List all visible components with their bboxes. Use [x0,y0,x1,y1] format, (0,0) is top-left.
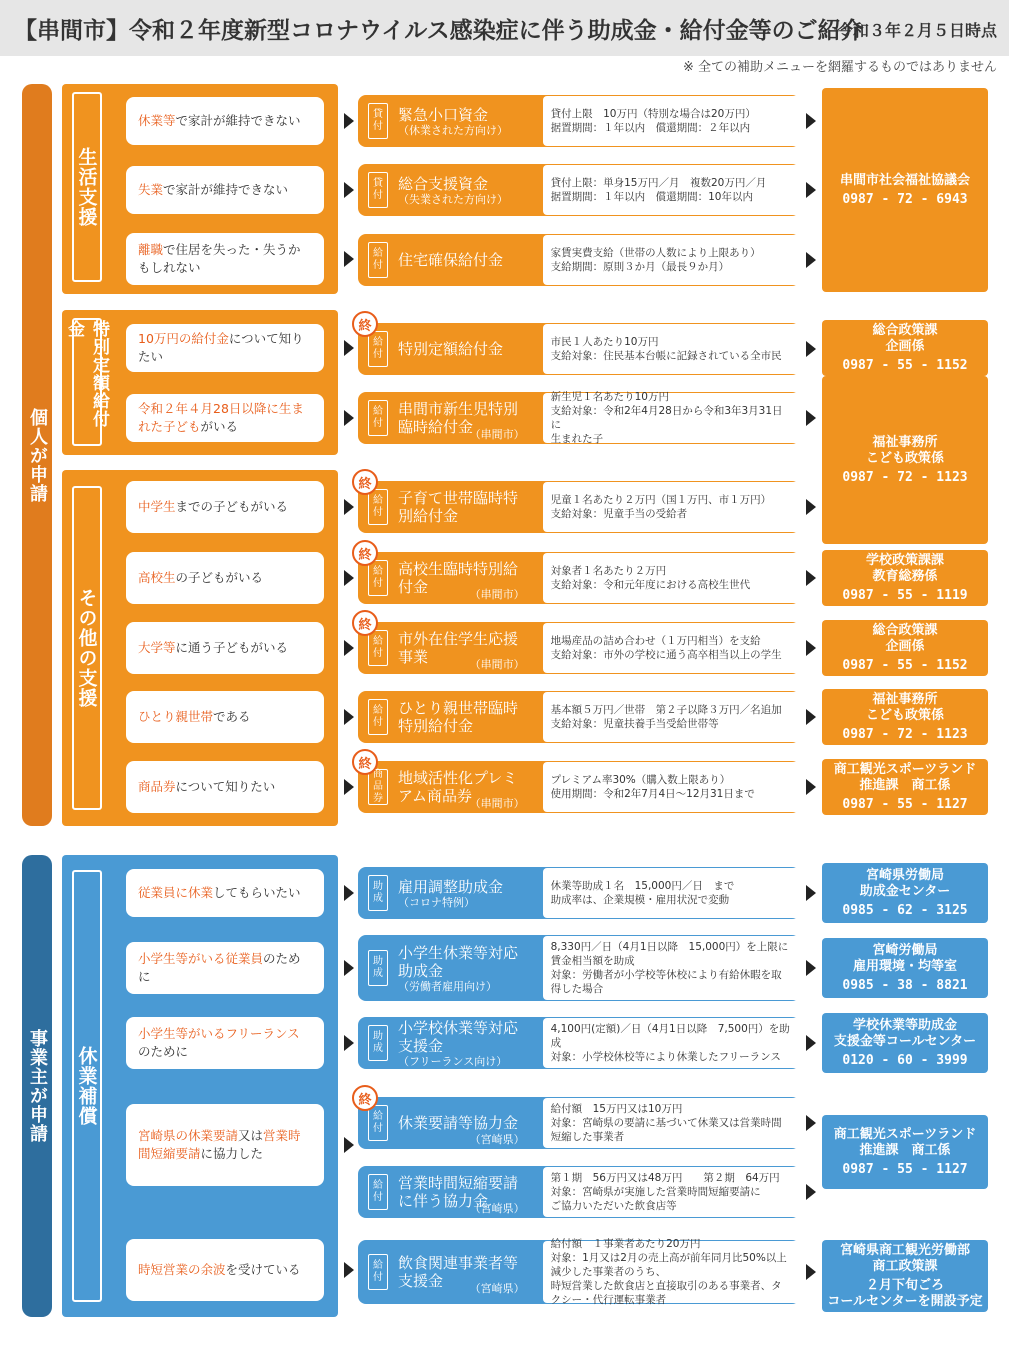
need-card[interactable] [126,942,324,994]
program-box[interactable] [358,95,800,147]
program-box[interactable] [358,234,800,286]
program-box[interactable] [358,323,800,375]
contact-section: 推進課 商工係 [859,1142,951,1158]
program-detail-line: ご協力いただいた飲食店等 [550,1200,677,1212]
flow-arrow [806,182,816,198]
program-type-tag: 給付 [368,489,388,525]
program-name [398,1019,521,1067]
as-of-date: 令和３年２月５日時点 [836,21,997,40]
need-rest: までの子どもがいる [175,499,289,514]
program-details [543,1238,800,1306]
contact-section: こども政策係 [865,450,944,466]
program-name [398,483,521,531]
program-detail-line: プレミアム率30%（購入数上限あり） [550,774,731,786]
contact-box[interactable] [822,689,988,745]
program-detail-line: 支給対象：住民基本台帳に記録されている全市民 [550,350,782,362]
program-details [543,762,800,812]
program-type-tag: 貸付 [368,103,388,139]
need-card[interactable] [126,1239,324,1301]
need-rest: に協力した [200,1146,264,1161]
program-provider: （串間市） [469,797,525,810]
program-name [398,97,521,145]
contact-office: 宮崎県商工観光労働部 [839,1242,970,1258]
flow-arrow [806,1035,816,1051]
need-text [138,884,301,902]
contact-phone: 0987 - 55 - 1127 [842,1161,968,1177]
program-provider: （宮崎県） [469,1282,525,1295]
contact-office: 宮崎県労働局 [865,867,944,883]
program-name [398,1168,525,1216]
flow-arrow [806,252,816,268]
program-type-tag: 給付 [368,242,388,278]
flow-arrow [344,709,354,725]
disclaimer-note: ※ 全ての補助メニューを網羅するものではありません [682,60,997,75]
program-box[interactable] [358,1097,800,1149]
flow-arrow [344,779,354,795]
need-keyword: ひとり親世帯 [138,709,214,724]
contact-phone: ２月下旬ごろ [865,1277,944,1293]
flow-arrow [344,182,354,198]
flow-arrow [344,1262,354,1278]
program-detail-line: 給付額 15万円又は10万円 [550,1103,683,1115]
need-keyword: 小学生等がいる従業員 [138,951,264,966]
program-box[interactable] [358,622,800,674]
program-subtitle: （労働者雇用向け） [398,979,497,993]
contact-office: 総合政策課 [872,622,938,638]
program-name [398,554,525,602]
need-keyword: 小学生等がいるフリーランス [138,1026,300,1041]
program-detail-line: 市民１人あたり10万円 [550,336,659,348]
need-card[interactable] [126,394,324,442]
contact-phone: 0987 - 55 - 1152 [842,357,968,373]
program-details [543,623,800,673]
program-name [398,763,525,811]
program-title: 総合支援資金 [398,174,489,193]
program-title: 営業時間短縮要請に伴う協力金 [398,1174,519,1210]
program-title: 市外在住学生応援事業 [398,630,519,666]
contact-box[interactable] [822,320,988,376]
program-details [543,692,800,742]
program-details [543,1098,800,1148]
need-keyword: 休業等 [138,113,176,128]
ended-badge: 終 [352,540,378,566]
need-text [138,498,288,516]
program-detail-line: 8,330円／日（4月1日以降 15,000円）を上限に [550,941,789,953]
contact-box[interactable] [822,1115,988,1189]
need-card[interactable] [126,233,324,285]
program-details [543,235,800,285]
contact-phone: 0985 - 62 - 3125 [842,902,968,918]
program-details [543,482,800,532]
contact-box[interactable] [822,1240,988,1312]
contact-phone: 0987 - 72 - 1123 [842,726,968,742]
program-name [398,236,521,284]
program-type-tag: 給付 [368,1174,388,1210]
program-detail-line: 対象：労働者が小学校等休校により有給休暇を取得した場合 [550,969,782,995]
program-type-tag: 助成 [368,950,388,986]
program-title: 緊急小口資金 [398,105,489,124]
program-type-tag: 給付 [368,400,388,436]
contact-office: 福祉事務所 [872,434,938,450]
need-keyword: 10万円の給付金 [138,331,229,346]
program-box[interactable] [358,164,800,216]
program-type-tag: 給付 [368,1254,388,1290]
need-card[interactable] [126,97,324,145]
program-detail-line: 貸付上限：単身15万円／月 複数20万円／月 [550,177,767,189]
flow-arrow [344,410,354,426]
flow-arrow [806,499,816,515]
need-card[interactable] [126,481,324,533]
program-name [398,166,521,214]
contact-section: 教育総務係 [872,568,938,584]
program-details [543,393,800,443]
section-label-s2: 特別定額給付金 [72,318,102,446]
contact-box[interactable] [822,620,988,676]
flow-arrow [344,960,354,976]
program-detail-line: 新生児１名あたり10万円 [550,391,669,403]
need-card[interactable] [126,166,324,214]
contact-section: 企画係 [885,638,925,654]
program-details [543,1018,800,1068]
program-type-tag: 給付 [368,560,388,596]
need-rest: してもらいたい [213,885,301,900]
contact-section: 推進課 商工係 [859,777,951,793]
flow-arrow [344,640,354,656]
flow-arrow [806,410,816,426]
program-box[interactable] [358,691,800,743]
need-rest: で住居を失った・失うかもしれない [138,242,301,275]
contact-office: 串間市社会福祉協議会 [839,172,970,188]
flow-arrow [806,709,816,725]
flow-arrow [806,1264,816,1280]
need-text [138,639,288,657]
program-provider: （串間市） [469,658,525,671]
ended-badge: 終 [352,1085,378,1111]
program-detail-line: 支給対象：児童扶養手当受給世帯等 [550,718,719,730]
program-detail-line: 生まれた子 [550,433,604,445]
need-text [138,112,301,130]
flow-arrow [344,340,354,356]
contact-box[interactable] [822,376,988,544]
contact-office: 福祉事務所 [872,691,938,707]
contact-box[interactable] [822,550,988,606]
program-detail-line: 対象者１名あたり２万円 [550,565,667,577]
need-text [138,1025,312,1061]
program-detail-line: 給付額 １事業者あたり20万円 [550,1238,701,1250]
program-details [543,936,800,1000]
contact-phone: 0987 - 55 - 1127 [842,796,968,812]
program-provider: （宮崎県） [469,1133,525,1146]
program-details [543,165,800,215]
contact-office: 商工観光スポーツランド [833,1126,977,1142]
ended-badge: 終 [352,311,378,337]
contact-section: 雇用環境・均等室 [852,958,957,974]
need-rest: のために [138,1044,189,1059]
program-name [398,325,521,373]
flow-arrow [344,570,354,586]
program-title: ひとり親世帯臨時特別給付金 [398,699,519,735]
program-detail-line: 賃金相当額を助成 [550,955,635,967]
program-title: 地域活性化プレミアム商品券 [398,769,518,805]
program-type-tag: 助成 [368,1025,388,1061]
page-title: 【串間市】令和２年度新型コロナウイルス感染症に伴う助成金・給付金等のご紹介 [14,18,864,44]
section-label-s1: 生活支援 [72,92,102,282]
program-detail-line: 地場産品の詰め合わせ（１万円相当）を支給 [550,635,761,647]
program-box[interactable] [358,761,800,813]
flow-arrow [344,251,354,267]
need-card[interactable] [126,552,324,604]
need-rest: を受けている [225,1262,301,1277]
ended-badge: 終 [352,749,378,775]
program-detail-line: 助成率は、企業規模・雇用状況で変動 [550,894,730,906]
need-rest: について知りたい [138,331,304,364]
need-rest: で家計が維持できない [175,113,301,128]
program-type-tag: 貸付 [368,172,388,208]
flow-arrow [806,885,816,901]
ended-badge: 終 [352,469,378,495]
program-subtitle: （フリーランス向け） [398,1054,508,1068]
flow-arrow [806,640,816,656]
contact-section: 助成金センター [859,883,951,899]
need-keyword: 宮崎県の休業要請 [138,1128,239,1143]
program-box[interactable] [358,552,800,604]
need-keyword: 大学等 [138,640,176,655]
program-details [543,324,800,374]
program-box[interactable] [358,1017,800,1069]
program-detail-line: 据置期間：１年以内 償還期間：10年以内 [550,191,753,203]
program-details [543,1167,800,1217]
program-type-tag: 給付 [368,1105,388,1141]
program-detail-line: 児童１名あたり２万円（国１万円、市１万円） [550,494,772,506]
contact-phone: 0987 - 72 - 6943 [842,191,968,207]
contact-section: こども政策係 [865,707,944,723]
flow-arrow [344,1137,354,1153]
need-keyword: 中学生 [138,499,176,514]
need-keyword: 時短営業の余波 [138,1262,226,1277]
group-business: 事業主が申請 [22,855,52,1317]
need-keyword: 高校生 [138,570,176,585]
program-detail-line: 貸付上限 10万円（特別な場合は20万円） [550,108,756,120]
group-individual: 個人が申請 [22,84,52,826]
need-card[interactable] [126,1104,324,1186]
program-subtitle: （コロナ特例） [398,895,475,909]
need-text [138,708,251,726]
program-detail-line: 対象：1月又は2月の売上高が前年同月比50%以上減少した事業者のうち、 [550,1252,787,1278]
program-title: 飲食関連事業者等支援金 [398,1254,519,1290]
contact-box[interactable] [822,938,988,998]
contact-box[interactable] [822,88,988,292]
flow-arrow [806,960,816,976]
program-type-tag: 商品券 [368,769,388,805]
need-keyword: 従業員に休業 [138,885,214,900]
program-name [398,1099,525,1147]
program-subtitle: （休業された方向け） [398,123,508,137]
program-name [398,693,521,741]
need-text [138,569,263,587]
section-label-s4: 休業補償 [72,870,102,1302]
program-name [398,869,521,917]
program-detail-line: 支給対象：市外の学校に通う高卒相当以上の学生 [550,649,782,661]
flow-arrow [344,885,354,901]
need-text [138,950,312,986]
need-text [138,778,275,796]
need-card[interactable] [126,869,324,917]
program-title: 特別定額給付金 [398,340,504,358]
contact-section: 支援金等コールセンター [833,1033,977,1049]
program-detail-line: 対象：小学校休校等により休業したフリーランス [550,1051,781,1063]
contact-box[interactable] [822,1013,988,1073]
program-detail-line: 時短営業した飲食店と直接取引のある事業者、タクシー・代行運転事業者 [550,1280,782,1306]
need-keyword: 離職 [138,242,164,257]
need-keyword: 失業 [138,182,164,197]
contact-note: コールセンターを開設予定 [827,1293,983,1309]
need-rest: の子どもがいる [175,570,264,585]
program-title: 休業要請等協力金 [398,1114,519,1132]
program-box[interactable] [358,1240,800,1304]
program-name [398,944,521,992]
program-box[interactable] [358,867,800,919]
need-rest: がいる [200,419,239,434]
program-detail-line: 家賃実費支給（世帯の人数により上限あり） [550,247,761,259]
program-title: 住宅確保給付金 [398,251,504,269]
flow-arrow [344,499,354,515]
program-detail-line: 支給対象：令和2年4月28日から令和3年3月31日に [550,405,783,431]
need-keyword: 営業時間短縮要請 [138,1128,301,1161]
flow-arrow [344,113,354,129]
program-detail-line: 据置期間：１年以内 償還期間：２年以内 [550,122,751,134]
contact-phone: 0987 - 55 - 1152 [842,657,968,673]
need-text [138,1261,301,1279]
program-name [398,1248,525,1296]
program-details [543,553,800,603]
program-detail-line: 使用期間：令和2年7月4日～12月31日まで [550,788,755,800]
program-type-tag: 助成 [368,875,388,911]
need-text [138,400,312,436]
flow-arrow [806,113,816,129]
program-subtitle: （失業された方向け） [398,192,508,206]
need-rest: のために [138,951,301,984]
contact-box[interactable] [822,863,988,923]
program-name [398,624,525,672]
program-box[interactable] [358,392,800,444]
flow-arrow [806,1115,816,1131]
flow-arrow [806,1184,816,1200]
flow-arrow [806,570,816,586]
program-detail-line: 第１期 56万円又は48万円 第２期 64万円 [550,1172,780,1184]
need-card[interactable] [126,1017,324,1069]
contact-section: 企画係 [885,338,925,354]
need-text [138,241,312,277]
flow-arrow [344,1035,354,1051]
ended-badge: 終 [352,610,378,636]
contact-office: 学校休業等助成金 [852,1017,957,1033]
need-card[interactable] [126,691,324,743]
program-title: 串間市新生児特別臨時給付金 [398,400,519,436]
need-rest: に通う子どもがいる [175,640,289,655]
need-rest: 又は [238,1128,264,1143]
program-title: 小学生休業等対応助成金 [398,943,519,980]
program-title: 高校生臨時特別給付金 [398,560,519,596]
program-detail-line: 基本額５万円／世帯 第２子以降３万円／名追加 [550,704,782,716]
program-provider: （串間市） [469,428,525,441]
need-rest: である [213,709,251,724]
program-detail-line: 支給期間：原則３か月（最長９か月） [550,261,730,273]
program-box[interactable] [358,481,800,533]
program-title: 小学校休業等対応支援金 [398,1018,519,1055]
program-detail-line: 支給対象：児童手当の受給者 [550,508,688,520]
need-text [138,330,312,366]
need-keyword: 令和２年４月28日以降に生まれた子ども [138,401,304,434]
contact-office: 学校政策課課 [865,552,944,568]
program-type-tag: 給付 [368,630,388,666]
contact-office: 総合政策課 [872,322,938,338]
need-keyword: 商品券 [138,779,176,794]
contact-phone: 0987 - 72 - 1123 [842,469,968,485]
flow-arrow [806,341,816,357]
contact-section: 商工政策課 [872,1258,938,1274]
program-box[interactable] [358,1166,800,1218]
program-type-tag: 給付 [368,699,388,735]
program-detail-line: 休業等助成１名 15,000円／日 まで [550,880,735,892]
program-detail-line: 支給対象：令和元年度における高校生世代 [550,579,751,591]
program-type-tag: 給付 [368,331,388,367]
need-card[interactable] [126,761,324,813]
program-name [398,394,525,442]
need-card[interactable] [126,622,324,674]
section-label-s3: その他の支援 [72,486,102,810]
contact-office: 宮崎労働局 [872,942,938,958]
need-rest: で家計が維持できない [163,182,289,197]
program-provider: （宮崎県） [469,1202,525,1215]
program-detail-line: 4,100円(定額)／日（4月1日以降 7,500円）を助成 [550,1023,790,1049]
need-rest: について知りたい [175,779,276,794]
contact-phone: 0120 - 60 - 3999 [842,1052,968,1068]
contact-phone: 0985 - 38 - 8821 [842,977,968,993]
program-details [543,868,800,918]
need-text [138,181,288,199]
program-detail-line: 短縮した事業者 [550,1131,625,1143]
contact-box[interactable] [822,759,988,815]
program-details [543,96,800,146]
program-title: 子育て世帯臨時特別給付金 [398,489,519,525]
program-title: 雇用調整助成金 [398,877,504,896]
flow-arrow [806,779,816,795]
program-box[interactable] [358,935,800,1001]
need-text [138,1127,312,1163]
program-detail-line: 対象：宮崎県が実施した営業時間短縮要請に [550,1186,761,1198]
need-card[interactable] [126,324,324,372]
program-detail-line: 対象：宮崎県の要請に基づいて休業又は営業時間 [550,1117,782,1129]
contact-phone: 0987 - 55 - 1119 [842,587,968,603]
contact-office: 商工観光スポーツランド [833,761,977,777]
program-provider: （串間市） [469,588,525,601]
